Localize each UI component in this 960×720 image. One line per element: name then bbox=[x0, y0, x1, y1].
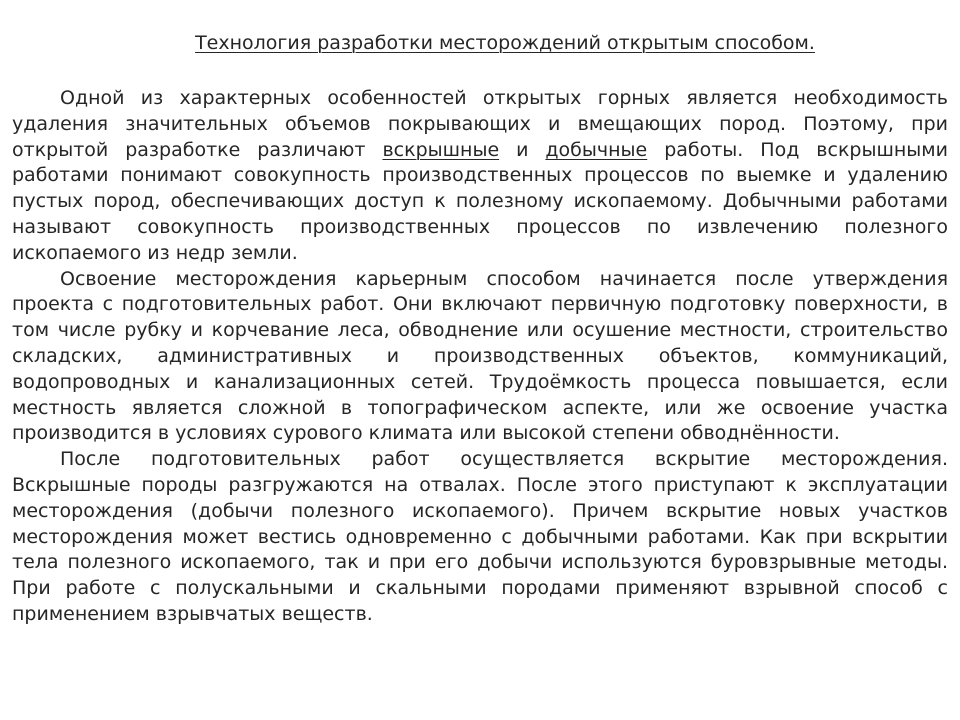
term-overburden-works: вскрышные bbox=[382, 138, 500, 161]
paragraph-1-conjunction: и bbox=[499, 138, 546, 161]
document-body bbox=[12, 86, 948, 628]
document-page bbox=[12, 0, 948, 720]
paragraph-3: После подготовительных работ осуществляется вскрытие месторождения. Вскрышные породы разгружаются на отвалах. После этого приступают к эксплуатации месторождения (добычи полезного ископаемого). Причем вскрытие новых участков месторождения может вестись одновременно с добычными работами. Как при вскрытии тела полезного ископаемого, так и при его добычи используются буровзрывные методы. При работе с полускальными и скальными породами применяют взрывной способ с применением взрывчатых веществ. bbox=[12, 448, 948, 625]
paragraph-1-text-end: работы. Под вскрышными работами понимают совокупность производственных процессов по выемке и удалению пустых пород, обеспечивающих доступ к полезному ископаемому. Добычными работами называют совокупность производственных процессов по извлечению полезного ископаемого из недр земли. bbox=[12, 138, 948, 264]
paragraph-2: Освоение месторождения карьерным способом начинается после утверждения проекта с подготовительных работ. Они включают первичную подготовку поверхности, в том числе рубку и корчевание леса, обводнение или осушение местности, строительство складских, административных и производственных объектов, коммуникаций, водопроводных и канализационных сетей. Трудоёмкость процесса повышается, если местность является сложной в топографическом аспекте, или же освоение участка производится в условиях сурового климата или высокой степени обводнённости. bbox=[12, 267, 948, 445]
paragraph-1 bbox=[12, 86, 948, 267]
term-mining-works: добычные bbox=[545, 138, 648, 161]
paragraph-1-text-start: Одной из характерных особенностей открытых горных является необходимость удаления значительных объемов покрывающих и вмещающих пород. Поэтому, при открытой разработке различают bbox=[12, 87, 948, 161]
page-title: Технология разработки месторождений открытым способом. bbox=[195, 32, 815, 54]
